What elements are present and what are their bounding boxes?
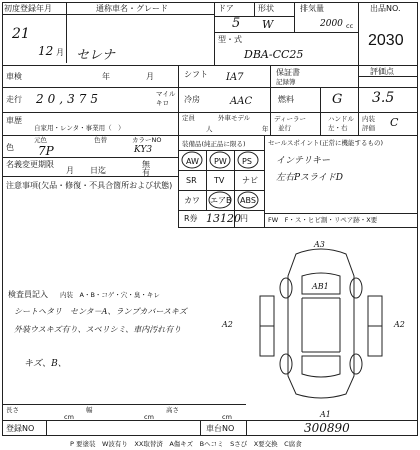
recycle-day: 日迄	[90, 166, 106, 175]
handle-label: ハンドル	[328, 115, 354, 123]
lot-label: 出品NO.	[370, 4, 401, 13]
selling-points-title: セールスポイント(正常に機能するもの)	[268, 139, 383, 147]
shape-label: 形状	[258, 4, 274, 13]
first-reg-month: 12	[38, 44, 54, 58]
inspector-options: 内装 A・B・コゲ・穴・臭・キレ	[60, 291, 160, 299]
shift-value: IA7	[226, 72, 244, 83]
rating-label: 評価点	[370, 67, 394, 76]
fuel-value: G	[332, 92, 343, 107]
mark-a2-left: A2	[222, 320, 233, 329]
lot-value: 2030	[368, 32, 404, 49]
first-reg-label: 初度登録年月	[4, 4, 52, 13]
interior-sub: 評価	[362, 124, 375, 132]
inspection-year: 年	[102, 72, 110, 81]
handle-value: 左・右	[328, 124, 348, 132]
mileage-value: 20,375	[36, 92, 102, 106]
equip-abs: ABS	[240, 196, 256, 205]
interior-label: 内装	[362, 115, 375, 123]
shift-label: シフト	[184, 70, 208, 79]
car-name-label: 通称車名・グレード	[96, 4, 168, 13]
color-value: 7P	[38, 144, 54, 158]
mark-ab1: AB1	[312, 282, 329, 291]
recycle-yes: 有	[142, 168, 150, 177]
color-label: 色	[6, 143, 14, 152]
ext-dim-label: 外車モデル	[218, 114, 251, 122]
reg-no-label: 登録NO	[6, 424, 35, 433]
selling-point-1: インテリキー	[276, 156, 331, 166]
equip-airbag: エアB	[210, 196, 232, 205]
door-label: ドア	[218, 4, 234, 13]
equip-navi: ナビ	[242, 176, 258, 185]
inspector-line-3: キズ、B、	[24, 359, 67, 369]
mileage-unit-mile: マイル	[156, 90, 176, 98]
equip-tv: TV	[214, 176, 225, 185]
usage-options: 自家用・レンタ・事業用（ ）	[34, 124, 125, 132]
width-label: 幅	[86, 406, 93, 414]
inspector-label: 検査員記入	[8, 290, 48, 299]
equip-pw: PW	[214, 157, 227, 166]
mark-a2-right: A2	[394, 320, 405, 329]
mileage-label: 走行	[6, 95, 22, 104]
width-unit: cm	[144, 413, 154, 421]
chassis-label: 車台NO	[206, 424, 235, 433]
color-orig-label: 元色	[34, 136, 47, 144]
legend: P 要塗装 W波有り XX取替済 A傷キズ Bヘコミ Sさび X要交換 C腐食	[70, 440, 302, 448]
displacement-label: 排気量	[300, 4, 324, 13]
length-unit: cm	[64, 413, 74, 421]
equip-leather: カワ	[184, 196, 200, 205]
color-no-value: KY3	[134, 145, 153, 155]
mileage-unit-km: キロ	[156, 99, 169, 107]
mark-a1-rear: A1	[320, 410, 331, 419]
rating-value: 3.5	[372, 90, 395, 106]
first-reg-month-unit: 月	[56, 48, 64, 57]
ext-dim-sub: 年	[262, 125, 269, 133]
aircon-label: 冷房	[184, 95, 200, 104]
recycle-label: 名義変更期限	[6, 160, 54, 169]
equip-circles	[178, 150, 264, 210]
height-label: 高さ	[166, 406, 179, 414]
rno-value: 13120	[206, 212, 241, 225]
usage-label: 車歴	[6, 116, 22, 125]
length-label: 長さ	[6, 406, 19, 414]
aircon-value: AAC	[230, 96, 253, 107]
warranty-label: 保証書	[276, 68, 300, 77]
door-value: 5	[232, 16, 241, 31]
equip-aw: AW	[186, 157, 199, 166]
first-reg-year: 21	[12, 26, 30, 42]
inspection-label: 車検	[6, 72, 22, 81]
rno-unit: 円	[240, 214, 248, 223]
color-no-label: カラーNO	[132, 136, 162, 144]
dealer-sub: 並行	[278, 124, 291, 132]
capacity-unit: 人	[206, 125, 213, 133]
inspector-line-1: シートヘタリ センタ－A、ランプカバースキズ	[14, 307, 187, 316]
height-unit: cm	[222, 413, 232, 421]
car-diagram	[246, 236, 396, 408]
model-label: 型・式	[218, 35, 242, 44]
mark-a3: A3	[314, 240, 325, 249]
interior-value: C	[390, 116, 399, 129]
displacement-unit: cc	[346, 22, 354, 30]
displacement-value: 2000	[320, 19, 343, 29]
equip-sr: SR	[186, 176, 197, 185]
notes-title: 注意事項(欠品・修復・不具合箇所および状態)	[6, 181, 173, 190]
damage-codes: FW F・ス・ヒビ割・リペア跡・X要	[268, 216, 378, 224]
warranty-sub: 記録簿	[276, 78, 296, 86]
color-change-label: 色替	[94, 136, 107, 144]
inspector-line-2: 外装ウスキズ有り、スベリシミ、車内汚れ有り	[14, 325, 182, 334]
fuel-label: 燃料	[278, 95, 294, 104]
shape-value: W	[262, 18, 274, 31]
chassis-value: 300890	[304, 421, 350, 435]
equip-ps: PS	[242, 157, 252, 166]
recycle-none: 無	[142, 160, 150, 169]
model-value: DBA-CC25	[244, 48, 304, 61]
inspection-month: 月	[146, 72, 154, 81]
rno-label: R券	[184, 214, 198, 223]
selling-point-2: 左右PスライドD	[276, 173, 344, 183]
equipment-title: 装備品(純正品に限る)	[182, 140, 246, 148]
dealer-label: ディーラー	[274, 115, 306, 123]
capacity-label: 定員	[182, 114, 195, 122]
car-name-value: セレナ	[76, 48, 116, 63]
recycle-month: 月	[66, 166, 74, 175]
